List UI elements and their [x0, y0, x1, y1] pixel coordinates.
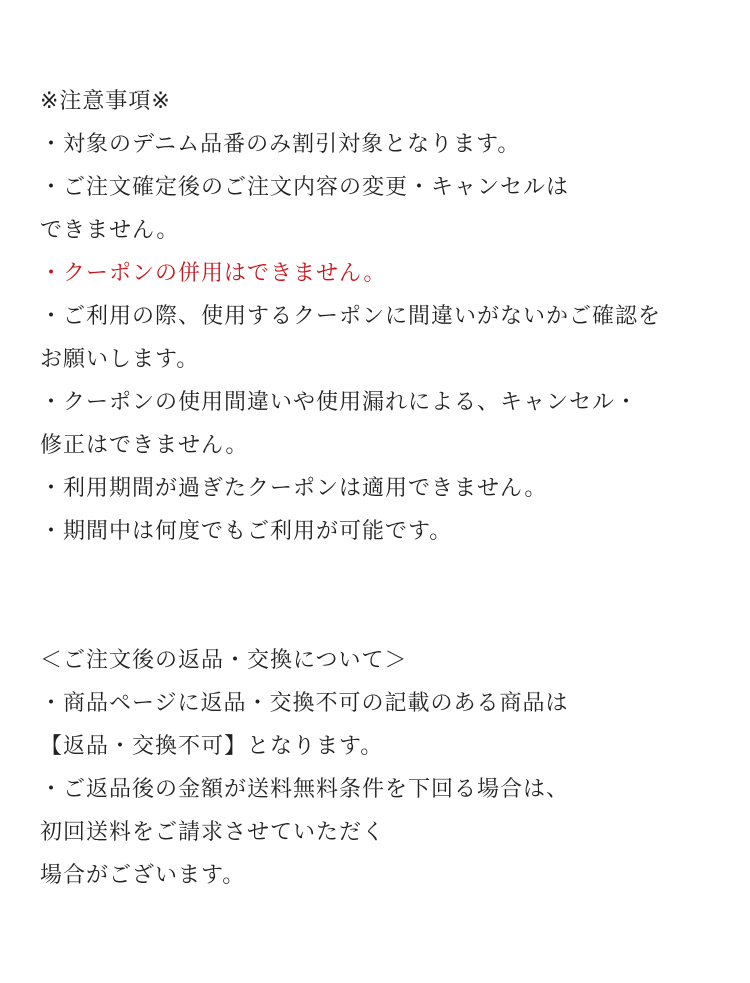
section-spacer: [40, 553, 740, 639]
precaution-line: ・ご利用の際、使用するクーポンに間違いがないかご確認を: [40, 304, 662, 329]
precaution-line: ・ご注文確定後のご注文内容の変更・キャンセルは: [40, 175, 570, 200]
returns-line: ・ご返品後の金額が送料無料条件を下回る場合は、: [40, 777, 570, 802]
precaution-line: ・期間中は何度でもご利用が可能です。: [40, 519, 453, 544]
coupon-combination-warning: ・クーポンの併用はできません。: [40, 261, 387, 286]
precaution-line: お願いします。: [40, 347, 200, 372]
precaution-line: ・対象のデニム品番のみ割引対象となります。: [40, 132, 521, 157]
returns-line: 初回送料をご請求させていただく: [40, 820, 386, 845]
precaution-line: 修正はできません。: [40, 433, 249, 458]
precaution-line: ・利用期間が過ぎたクーポンは適用できません。: [40, 476, 548, 501]
returns-line: ・商品ページに返品・交換不可の記載のある商品は: [40, 691, 569, 716]
returns-line: 【返品・交換不可】となります。: [40, 734, 384, 759]
precautions-title: ※注意事項※: [40, 89, 171, 114]
returns-line: 場合がございます。: [40, 863, 246, 888]
returns-title: ＜ご注文後の返品・交換について＞: [40, 648, 408, 673]
precaution-line: ・クーポンの使用間違いや使用漏れによる、キャンセル・: [40, 390, 639, 415]
notice-content: [40, 80, 740, 897]
returns-section: [40, 639, 740, 897]
precautions-section: [40, 80, 740, 553]
precaution-line: できません。: [40, 218, 180, 243]
